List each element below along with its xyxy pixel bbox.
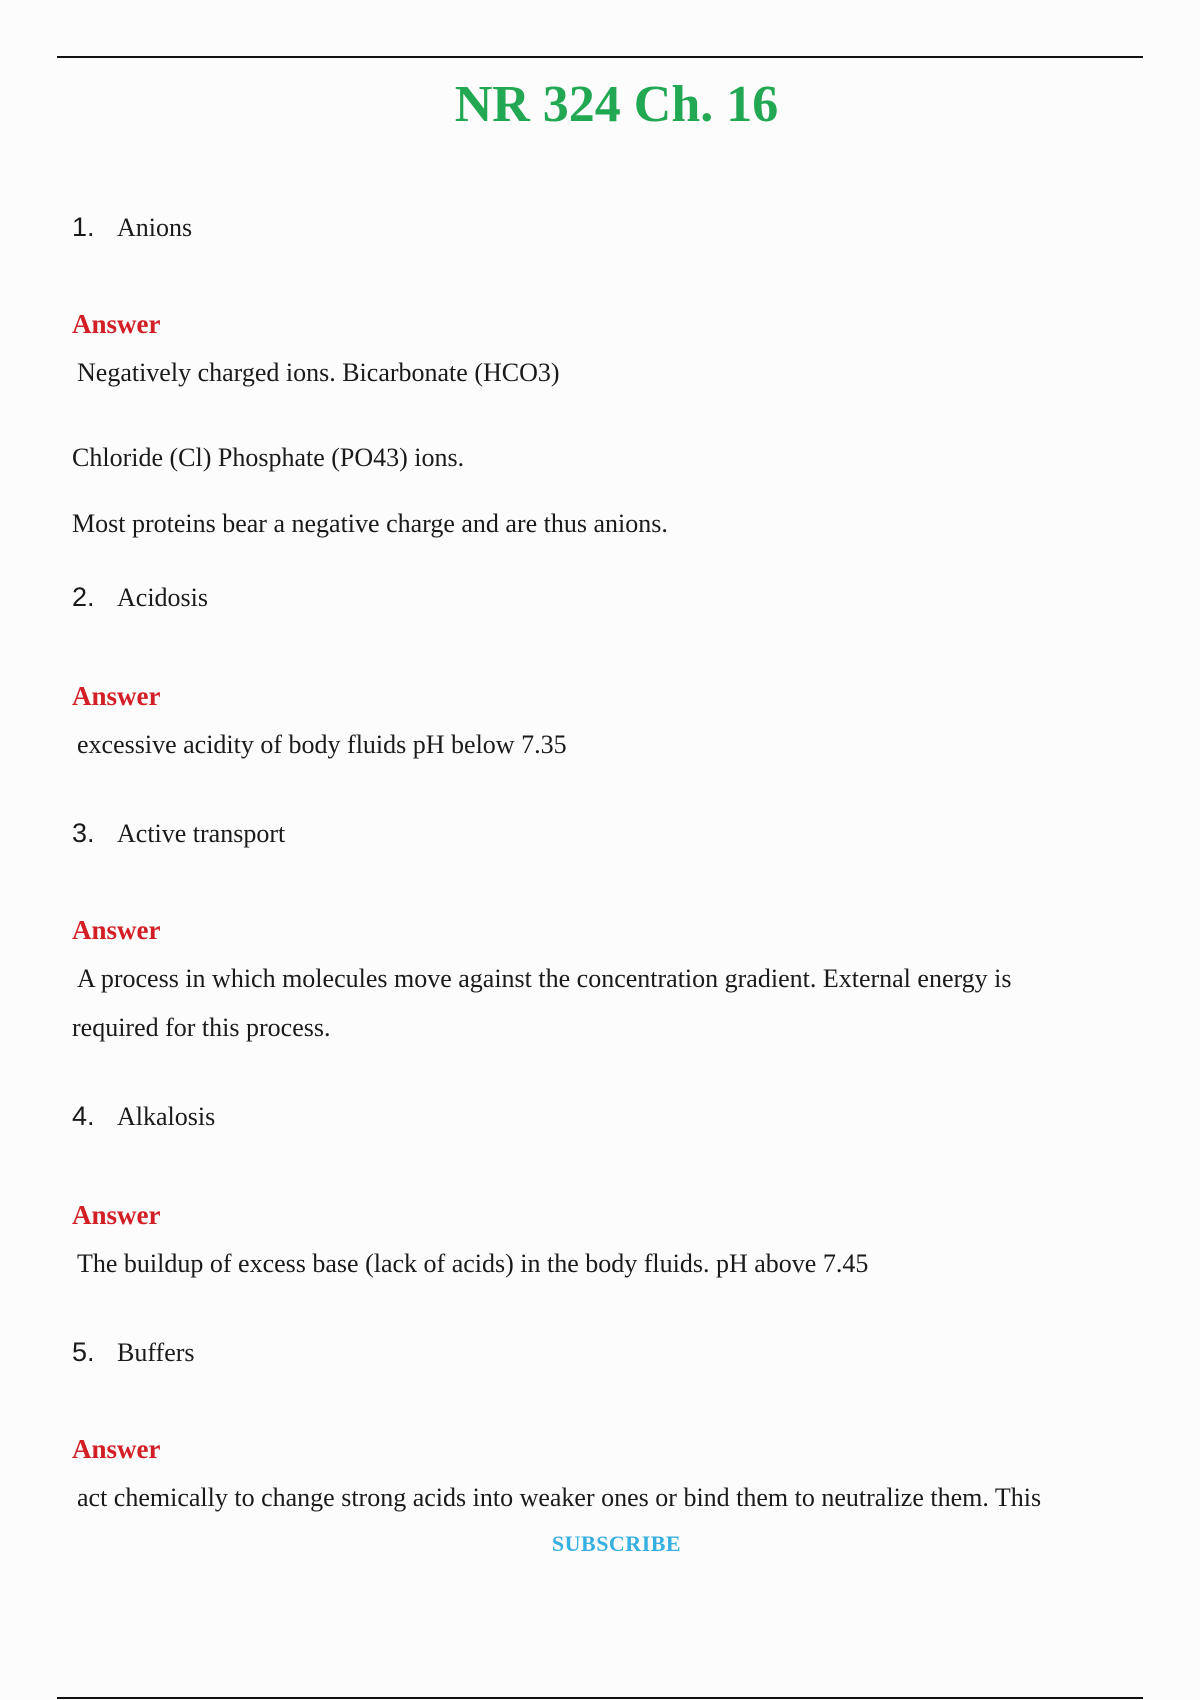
question-term: Buffers (117, 1338, 195, 1367)
question-number: 3. (72, 818, 95, 848)
question-1 (72, 209, 192, 246)
top-divider (57, 56, 1143, 58)
answer-label: Answer (72, 1434, 161, 1464)
answer-text: excessive acidity of body fluids pH below 7.35 (77, 730, 567, 759)
question-number: 1. (72, 212, 95, 242)
question-term: Alkalosis (117, 1102, 216, 1131)
answer-text: Chloride (Cl) Phosphate (PO43) ions. (72, 443, 465, 472)
question-2 (72, 579, 208, 616)
answer-label: Answer (72, 915, 161, 945)
question-number: 4. (72, 1101, 95, 1131)
question-term: Anions (117, 213, 193, 242)
answer-text: act chemically to change strong acids into weaker ones or bind them to neutralize them. This (77, 1483, 1042, 1512)
document-title: NR 324 Ch. 16 (454, 76, 779, 133)
answer-text: required for this process. (72, 1013, 331, 1042)
answer-text: The buildup of excess base (lack of acids) in the body fluids. pH above 7.45 (77, 1249, 869, 1278)
question-3 (72, 815, 285, 852)
answer-text: Most proteins bear a negative charge and are thus anions. (72, 509, 668, 538)
question-term: Acidosis (117, 583, 208, 612)
answer-text: A process in which molecules move against the concentration gradient. External energy is (77, 964, 1012, 993)
answer-label: Answer (72, 681, 161, 711)
answer-text: Negatively charged ions. Bicarbonate (HCO3) (77, 358, 560, 387)
question-5 (72, 1334, 195, 1371)
answer-label: Answer (72, 309, 161, 339)
question-4 (72, 1098, 215, 1135)
question-number: 5. (72, 1337, 95, 1367)
subscribe-link[interactable]: SUBSCRIBE (551, 1531, 682, 1556)
bottom-divider (57, 1697, 1143, 1699)
question-number: 2. (72, 582, 95, 612)
answer-label: Answer (72, 1200, 161, 1230)
question-term: Active transport (117, 819, 286, 848)
